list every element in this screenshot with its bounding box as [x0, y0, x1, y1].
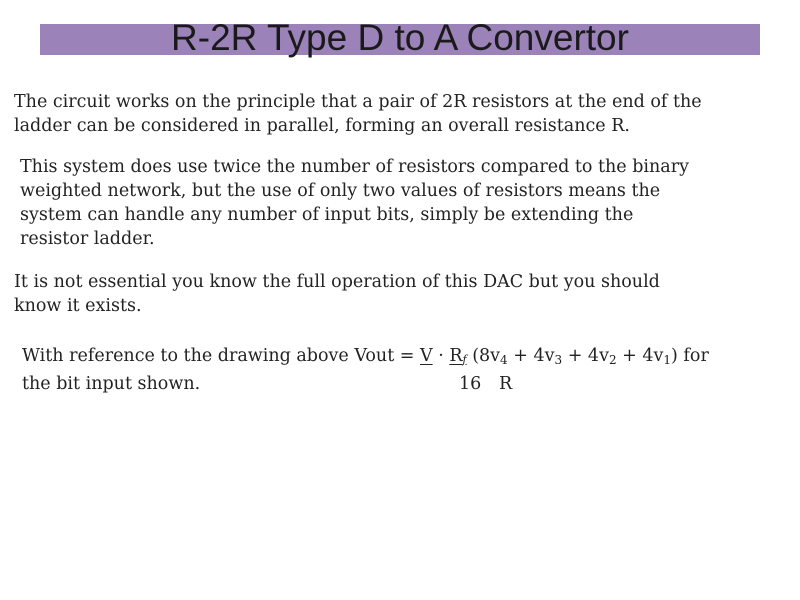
- formula-sub-1: 1: [663, 353, 672, 367]
- formula-plus-3: + 4v: [616, 346, 664, 366]
- formula-lead: With reference to the drawing above Vout =: [22, 346, 421, 366]
- text-line: It is not essential you know the full operation of this DAC but you should: [14, 272, 660, 292]
- formula-sub-4: 4: [500, 353, 508, 367]
- formula-rf-sub: f: [462, 353, 467, 366]
- text-line: weighted network, but the use of only two values of resistors means the: [20, 181, 661, 201]
- formula-plus-2: + 4v: [562, 346, 609, 366]
- formula-dot: ·: [432, 346, 450, 366]
- formula-line2-lead: the bit input shown.: [22, 374, 201, 394]
- paragraph-note: [14, 270, 660, 318]
- text-line: The circuit works on the principle that a pair of 2R resistors at the end of the: [14, 92, 702, 112]
- formula-v-numerator: V: [420, 346, 433, 366]
- formula-close: ) for: [671, 346, 709, 366]
- paragraph-formula: [22, 344, 709, 396]
- text-line: know it exists.: [14, 296, 142, 316]
- formula-line-2: [22, 372, 709, 396]
- formula-denominator-16: 16: [459, 374, 482, 394]
- text-line: system can handle any number of input bits, simply be extending the: [20, 205, 634, 225]
- formula-line: [22, 344, 709, 372]
- formula-sub-3: 3: [554, 353, 563, 367]
- slide-title: R-2R Type D to A Convertor: [171, 17, 629, 58]
- formula-open: (8v: [466, 346, 501, 366]
- formula-denominator-r: R: [499, 374, 513, 394]
- formula-rf-numerator: [449, 346, 466, 366]
- formula-plus-1: + 4v: [507, 346, 555, 366]
- paragraph-principle: [14, 90, 702, 138]
- paragraph-comparison: [20, 155, 689, 251]
- formula-rf-base: R: [449, 346, 463, 366]
- text-line: This system does use twice the number of resistors compared to the binary: [20, 157, 689, 177]
- text-line: ladder can be considered in parallel, forming an overall resistance R.: [14, 116, 630, 136]
- formula-sub-2: 2: [608, 353, 617, 367]
- text-line: resistor ladder.: [20, 229, 155, 249]
